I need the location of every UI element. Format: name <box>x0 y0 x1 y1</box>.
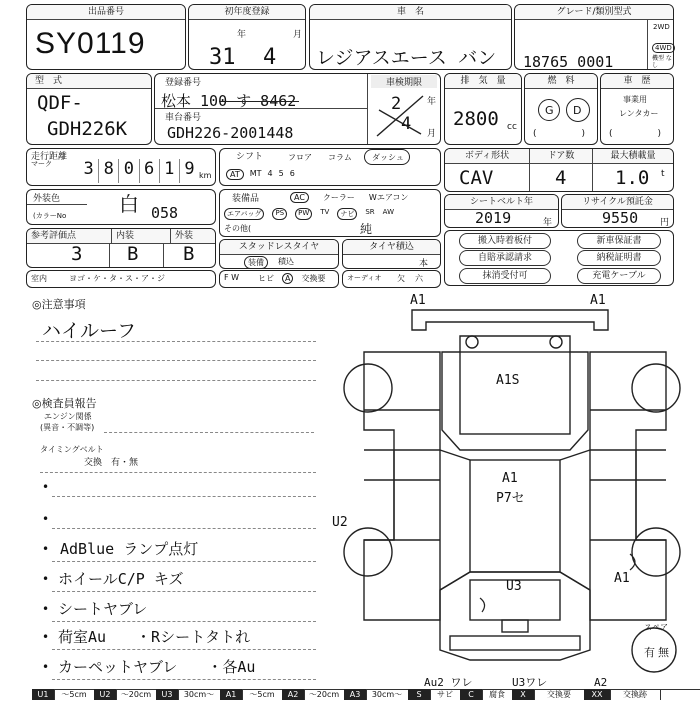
damage-mark: U3 <box>506 579 522 594</box>
inspector-item: 荷室Au ・Rシートタトれ <box>58 628 251 646</box>
seatbelt-label: シートベルト年 <box>445 195 558 210</box>
score-div2 <box>163 243 164 267</box>
fw-opts <box>258 273 325 284</box>
shift-opt-floor: フロア <box>288 153 312 162</box>
studless-equip: 装備 <box>244 256 268 269</box>
color-code-label: (カラーNo <box>33 212 67 220</box>
notes-line1: ハイルーフ <box>42 320 137 342</box>
doc-charging-cable: 充電ケーブル <box>577 268 661 284</box>
documents-box <box>444 230 674 286</box>
history-label: 車 歴 <box>601 74 673 89</box>
shift-dash-circle <box>364 149 410 165</box>
bullet: • <box>42 572 50 586</box>
shift-box <box>219 148 441 186</box>
fw-crack: ヒビ <box>258 274 274 283</box>
audio-missing: 欠 <box>397 274 405 283</box>
interior-label: 内装 <box>112 229 171 243</box>
body-type: CAV <box>459 167 494 189</box>
equip-sr: SR <box>365 208 375 216</box>
left-side-body <box>364 352 440 620</box>
mileage-digit: 9 <box>184 159 195 179</box>
legend-key: U3 <box>156 689 179 700</box>
shift-opt-dash: ダッシュ <box>372 153 404 162</box>
doc-new-car-warranty: 新車保証書 <box>577 233 661 249</box>
studless-box <box>219 239 339 269</box>
car-name: レジアスエース バン <box>316 47 497 69</box>
roof-marker <box>466 336 478 348</box>
inspector-item: シートヤブレ <box>58 600 148 618</box>
reg-no: 松本 100 す 8462 <box>161 92 297 110</box>
legend-key: S <box>408 689 431 700</box>
grade-code: 18765 0001 <box>523 53 614 71</box>
legend-val: ～5cm <box>54 689 95 700</box>
lot-number-label: 出品番号 <box>27 5 185 20</box>
engine-label: エンジン関係 <box>44 412 92 421</box>
reg-month: 4 <box>263 45 277 70</box>
drive-other: 機型 なし <box>652 55 672 69</box>
displacement: 2800 <box>453 108 499 130</box>
equip-row2 <box>224 208 394 220</box>
equip-cooler: クーラー <box>322 193 355 202</box>
mileage-digit: 8 <box>99 159 119 183</box>
fuel-g: G <box>545 104 554 117</box>
equip-other-value: 純 <box>360 222 373 236</box>
inspector-rule <box>52 528 316 529</box>
equip-airbag: エアバッグ <box>224 208 264 220</box>
trans-at: AT <box>226 169 244 180</box>
recycle-amount: 9550 <box>602 209 639 227</box>
first-registration-box <box>188 4 306 70</box>
body-div2 <box>592 163 593 191</box>
exterior-grade: B <box>183 243 195 265</box>
spare-label: スペア <box>644 623 668 632</box>
legend-key: U1 <box>32 689 55 700</box>
legend-val: 交換要 <box>534 689 585 700</box>
trans-4: 4 <box>267 169 273 178</box>
damage-mark: U3ワレ <box>512 676 548 688</box>
fuel-paren: ( ) <box>533 129 586 139</box>
color-code: 058 <box>151 204 179 222</box>
equip-wac: Wエアコン <box>368 193 409 202</box>
color-label: 外装色 <box>33 194 61 204</box>
fw-box <box>219 270 339 288</box>
legend-key: A3 <box>344 689 367 700</box>
equip-tv: TV <box>320 208 330 216</box>
inspector-rule <box>52 649 316 650</box>
mileage-digit: 3 <box>79 159 99 183</box>
capacity-label: 最大積載量 <box>610 151 656 161</box>
wheel-front-left <box>344 364 392 412</box>
bullet: • <box>42 630 50 644</box>
model-line2: GDH226K <box>47 118 128 140</box>
roof-outline <box>442 336 588 450</box>
timing-label: タイミングベルト <box>40 445 104 454</box>
registration-box <box>154 73 441 145</box>
recycle-unit: 円 <box>660 218 670 228</box>
legend-val: ～20cm <box>116 689 157 700</box>
reg-divider <box>155 108 367 109</box>
fw-label: F W <box>224 273 240 282</box>
doors-label: ドア数 <box>530 149 593 163</box>
equip-pw: PW <box>295 208 312 220</box>
reg-no-label: 登録番号 <box>165 78 202 88</box>
recycle-label: リサイクル預託金 <box>562 195 673 210</box>
insp-month: 4 <box>401 114 412 134</box>
legend-val: 30cm～ <box>366 689 409 700</box>
damage-mark: A1S <box>496 373 520 388</box>
wheel-rear-right <box>632 528 680 576</box>
capacity-unit: t <box>661 169 665 179</box>
trans-opts <box>226 169 295 180</box>
equip-aw: AW <box>382 208 394 216</box>
drive-2wd: 2WD <box>653 23 670 31</box>
rear-bumper <box>450 636 580 650</box>
inspection-label: 車検期限 <box>371 75 437 88</box>
model-box <box>26 73 152 145</box>
mileage-label: 走行距離 <box>31 152 68 162</box>
legend-val: 30cm～ <box>178 689 221 700</box>
interior-detail-label: 室内 <box>31 274 47 283</box>
reg-year-unit: 年 <box>237 30 247 40</box>
insp-strike-mark <box>373 90 429 140</box>
audio-opts <box>397 273 423 284</box>
inspector-rule <box>52 621 316 622</box>
score: 3 <box>71 243 83 265</box>
damage-mark: A2 <box>594 676 608 688</box>
insp-year: 2 <box>391 94 402 114</box>
seatbelt-year: 2019 <box>475 209 512 227</box>
damage-mark: A1 <box>502 471 518 486</box>
legend-val: 交換跡 <box>610 689 661 700</box>
body-label: ボディ形状 <box>445 149 530 163</box>
history-opt2: レンタカー <box>619 109 659 118</box>
cc-unit: cc <box>507 122 517 132</box>
legend-val: サビ <box>430 689 461 700</box>
score-box <box>26 228 216 268</box>
legend-val: 腐食 <box>482 689 513 700</box>
fw-a: A <box>282 273 293 284</box>
bullet: • <box>42 480 50 494</box>
damage-mark: U2 <box>332 515 348 530</box>
displacement-box <box>444 73 522 145</box>
insp-divider <box>367 74 368 144</box>
audio-hole: 六 <box>415 274 423 283</box>
fuel-g-circle <box>538 99 560 121</box>
damage-mark: A1 <box>614 571 630 586</box>
spare-none: 無 <box>658 646 669 659</box>
first-registration-label: 初年度登録 <box>189 5 305 20</box>
mileage-box <box>26 148 216 186</box>
drive-divider <box>647 19 648 69</box>
reg-no-strike <box>219 101 299 102</box>
displacement-label: 排 気 量 <box>445 74 521 89</box>
history-paren: ( ) <box>609 129 662 139</box>
mileage-digit: 0 <box>119 159 139 183</box>
exterior-label: 外装 <box>175 231 194 241</box>
trans-mt: MT <box>249 169 262 178</box>
legend-val: ～20cm <box>304 689 345 700</box>
seatbelt-box <box>444 194 559 228</box>
mileage-digits <box>79 159 199 183</box>
car-name-label: 車 名 <box>310 5 511 20</box>
chassis-no: GDH226-2001448 <box>167 124 294 142</box>
equip-ps: PS <box>272 208 287 220</box>
insp-month-unit: 月 <box>427 129 437 139</box>
reg-month-unit: 月 <box>293 30 303 40</box>
grade-box <box>514 4 674 70</box>
lot-number-box <box>26 4 186 70</box>
notes-rule <box>36 341 316 342</box>
lot-number: SY0119 <box>35 27 146 60</box>
legend-key: U2 <box>94 689 117 700</box>
score-label: 参考評価点 <box>27 229 112 243</box>
body-box <box>444 148 674 192</box>
equip-navi: ナビ <box>337 208 357 220</box>
interior-grade: B <box>127 243 139 265</box>
bullet: • <box>42 512 50 526</box>
front-bumper <box>412 310 608 330</box>
inspector-item: ホイールC/P キズ <box>58 570 184 588</box>
color: 白 <box>119 192 139 216</box>
mileage-digit: 1 <box>160 159 180 183</box>
wheel-front-right <box>632 364 680 412</box>
equip-other-label: その他( <box>224 224 252 233</box>
audio-box <box>342 270 441 288</box>
damage-mark: A1 <box>410 293 426 308</box>
damage-mark: A1 <box>590 293 606 308</box>
legend-key: XX <box>584 689 611 700</box>
tire-box <box>342 239 441 269</box>
studless-label: スタッドレスタイヤ <box>220 240 338 255</box>
history-box <box>600 73 674 145</box>
bullet: • <box>42 602 50 616</box>
trans-5: 5 <box>278 169 284 178</box>
notes-rule <box>36 360 316 361</box>
color-divider <box>27 204 87 205</box>
model-line1: QDF- <box>37 92 83 114</box>
inspector-rule <box>52 591 316 592</box>
model-label: 型 式 <box>27 74 151 89</box>
equip-label: 装備品 <box>232 194 260 204</box>
equipment-box <box>219 189 441 237</box>
roof-marker <box>550 336 562 348</box>
doc-liability: 自賠承認請求 <box>459 250 551 266</box>
recycle-box <box>561 194 674 228</box>
shift-opt-column: コラム <box>328 153 352 162</box>
equip-row1 <box>290 192 408 203</box>
interior-detail: ヨゴ・ケ・タ・ス・ア・ジ <box>69 274 165 283</box>
inspector-item: カーペットヤブレ ・各Au <box>58 658 256 676</box>
doc-tax-cert: 納税証明書 <box>577 250 661 266</box>
capacity: 1.0 <box>615 167 650 189</box>
fuel-label: 燃 料 <box>525 74 597 89</box>
grade-label: グレード/類別型式 <box>515 5 673 20</box>
legend-key: X <box>512 689 535 700</box>
inspector-rule <box>52 679 316 680</box>
studless-opts <box>244 256 294 269</box>
roof-window <box>460 352 570 434</box>
km-unit: km <box>199 171 212 180</box>
inspector-title: ◎検査員報告 <box>32 397 97 410</box>
damage-mark: Au2 ワレ <box>424 676 473 688</box>
rear-plate <box>502 620 528 632</box>
doors: 4 <box>555 167 567 189</box>
score-div1 <box>109 243 110 267</box>
car-name-box <box>309 4 512 70</box>
trans-6: 6 <box>289 169 295 178</box>
seatbelt-unit: 年 <box>543 218 553 228</box>
tire-unit: 本 <box>419 259 429 269</box>
inspector-item: AdBlue ランプ点灯 <box>60 540 199 558</box>
inspector-rule <box>104 432 314 433</box>
fuel-d: D <box>573 104 582 117</box>
timing-sub: 交換 有・無 <box>84 458 139 468</box>
history-opt1: 事業用 <box>623 95 647 104</box>
body-div1 <box>529 163 530 191</box>
shift-label: シフト <box>236 152 264 162</box>
inspector-rule <box>52 496 316 497</box>
inspector-rule <box>52 561 316 562</box>
legend-key: C <box>460 689 483 700</box>
interior-detail-box <box>26 270 216 288</box>
chassis-label: 車台番号 <box>165 113 202 123</box>
damage-scribble <box>480 554 635 612</box>
notes-rule <box>36 380 316 381</box>
wheel-rear-left <box>344 528 392 576</box>
vehicle-diagram <box>330 290 700 688</box>
fuel-box <box>524 73 598 145</box>
notes-title: ◎注意事項 <box>32 298 86 311</box>
score-hdr <box>27 229 215 244</box>
studless-loaded: 積込 <box>278 257 294 266</box>
bullet: • <box>42 660 50 674</box>
color-box <box>26 189 216 225</box>
legend-key: A2 <box>282 689 305 700</box>
insp-year-unit: 年 <box>427 97 437 107</box>
inspector-rule <box>40 472 316 473</box>
fuel-d-circle <box>566 98 590 122</box>
mileage-digit: 6 <box>140 159 160 183</box>
fw-replace: 交換要 <box>301 274 326 283</box>
equip-ac: AC <box>290 192 309 203</box>
legend-val: ～5cm <box>242 689 283 700</box>
doc-carry-board: 搬入時着板付 <box>459 233 551 249</box>
tire-label: タイヤ積込 <box>343 240 440 255</box>
audio-label: オーディオ <box>347 274 382 282</box>
spare-has: 有 <box>644 646 655 659</box>
legend-key: A1 <box>220 689 243 700</box>
drive-4wd: 4WD <box>652 43 675 53</box>
doc-deregistration: 抹消受付可 <box>459 268 551 284</box>
reg-year: 31 <box>209 45 236 70</box>
mileage-mark: マーク <box>31 160 52 168</box>
damage-mark: P7セ <box>496 491 525 506</box>
body-hdr <box>445 149 673 164</box>
bullet: • <box>42 542 50 556</box>
engine-sub: (異音・不調等) <box>40 423 95 432</box>
